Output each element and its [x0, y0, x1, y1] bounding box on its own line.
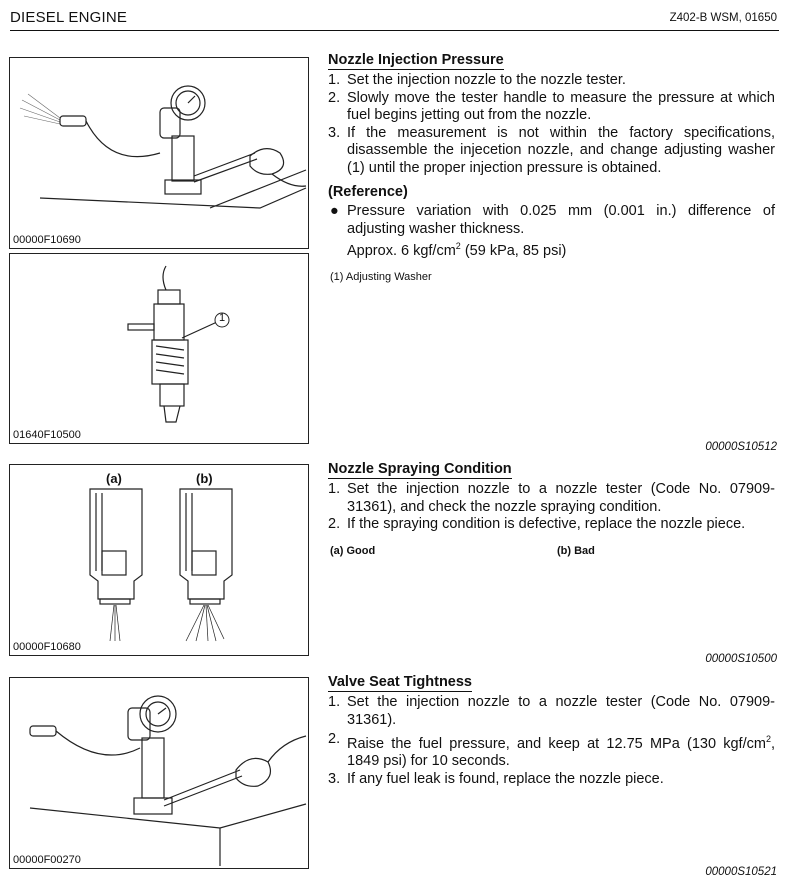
figure-code: 00000F00270 [13, 854, 81, 866]
section3-code: 00000S10521 [705, 866, 777, 878]
section1-steps [328, 72, 775, 177]
list-item: 1. Set the injection nozzle to the nozzle tester. [328, 72, 626, 88]
list-item: 3. If the measurement is not within the factory specifications, disassemble the injecetion nozzle, and change adjusting washer (1) until the proper injection pressure is obtained. [328, 124, 775, 176]
callout-number: 1 [218, 312, 226, 324]
header-rule [10, 30, 779, 31]
nozzle-cross-section-illustration [10, 254, 308, 443]
spray-condition-illustration [10, 465, 308, 655]
figure-code: 00000F10680 [13, 641, 81, 653]
figure-nozzle-tester [9, 57, 309, 249]
caption-bad: (b) Bad [557, 545, 595, 557]
list-item: 2. Slowly move the tester handle to measure the pressure at which fuel begins jetting out from the nozzle. [328, 89, 775, 123]
bullet-dot: ● [330, 203, 339, 219]
section1-code: 00000S10512 [705, 441, 777, 453]
reference-bullet [330, 203, 775, 260]
bullet-text: Pressure variation with 0.025 mm (0.001 in.) difference of adjusting washer thickness. [347, 203, 775, 237]
figure-code: 00000F10690 [13, 234, 81, 246]
list-item: 3. If any fuel leak is found, replace the nozzle piece. [328, 770, 664, 787]
list-item: 2. If the spraying condition is defective, replace the nozzle piece. [328, 516, 746, 532]
header-document-code: Z402-B WSM, 01650 [669, 12, 777, 24]
valve-seat-test-illustration [10, 678, 308, 868]
figure-spray-condition [9, 464, 309, 656]
part-note: (1) Adjusting Washer [330, 271, 432, 283]
list-item: 2. Raise the fuel pressure, and keep at 12.75 MPa (130 kgf/$cm^2$, 1849 psi) for 10 seconds. [328, 731, 775, 770]
section-title-nozzle-injection-pressure: Nozzle Injection Pressure [328, 52, 504, 68]
figure-code: 01640F10500 [13, 429, 81, 441]
approx-value: Approx. 6 kgf/$cm^2$ (59 kPa, 85 psi) [347, 241, 567, 259]
header-title: DIESEL ENGINE [10, 9, 128, 26]
caption-good: (a) Good [330, 545, 376, 557]
label-b: (b) [196, 471, 213, 486]
section2-code: 00000S10500 [705, 653, 777, 665]
section2-steps [328, 481, 775, 534]
list-item: 1. Set the injection nozzle to a nozzle tester (Code No. 07909-31361), and check the nozzle spraying condition. [328, 481, 775, 515]
section-title-nozzle-spraying-condition: Nozzle Spraying Condition [328, 461, 512, 477]
figure-valve-seat-test [9, 677, 309, 869]
reference-heading: (Reference) [328, 184, 408, 200]
nozzle-tester-illustration [10, 58, 308, 248]
section3-steps [328, 694, 775, 788]
figure-nozzle-cross-section [9, 253, 309, 444]
label-a: (a) [106, 471, 122, 486]
list-item: 1. Set the injection nozzle to a nozzle tester (Code No. 07909-31361). [328, 694, 775, 728]
section-title-valve-seat-tightness: Valve Seat Tightness [328, 674, 472, 690]
